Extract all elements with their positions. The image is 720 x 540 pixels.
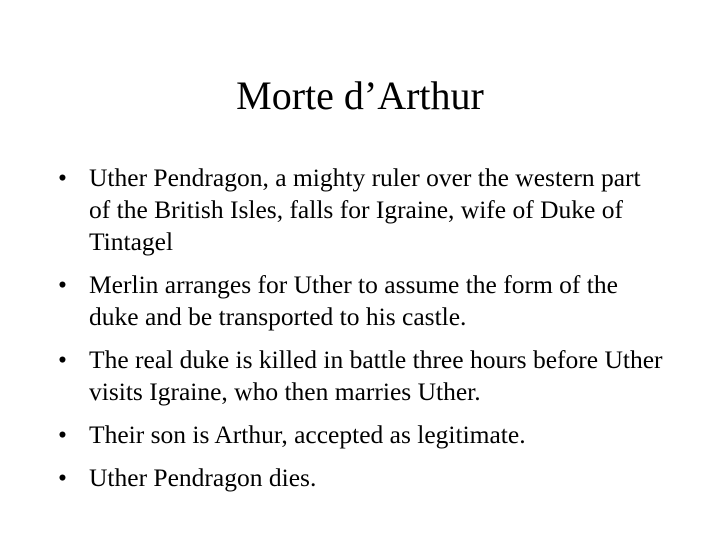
- bullet-item: [58, 462, 668, 494]
- bullet-icon: •: [58, 270, 67, 299]
- bullet-icon: •: [58, 420, 67, 449]
- bullet-icon: •: [58, 163, 67, 192]
- bullet-text: The real duke is killed in battle three hours before Uther visits Igraine, who then marries Uther.: [89, 345, 663, 406]
- bullet-icon: •: [58, 345, 67, 374]
- bullet-item: [58, 344, 668, 408]
- bullet-item: [58, 269, 668, 333]
- bullet-item: [58, 162, 668, 258]
- bullet-list: [58, 162, 668, 505]
- bullet-icon: •: [58, 463, 67, 492]
- bullet-text: Their son is Arthur, accepted as legitimate.: [89, 420, 526, 449]
- bullet-text: Uther Pendragon, a mighty ruler over the western part of the British Isles, falls for Igraine, wife of Duke of Tintagel: [89, 163, 641, 256]
- bullet-text: Uther Pendragon dies.: [89, 463, 317, 492]
- bullet-text: Merlin arranges for Uther to assume the form of the duke and be transported to his castle.: [89, 270, 618, 331]
- bullet-item: [58, 419, 668, 451]
- slide-title: Morte d’Arthur: [236, 73, 484, 118]
